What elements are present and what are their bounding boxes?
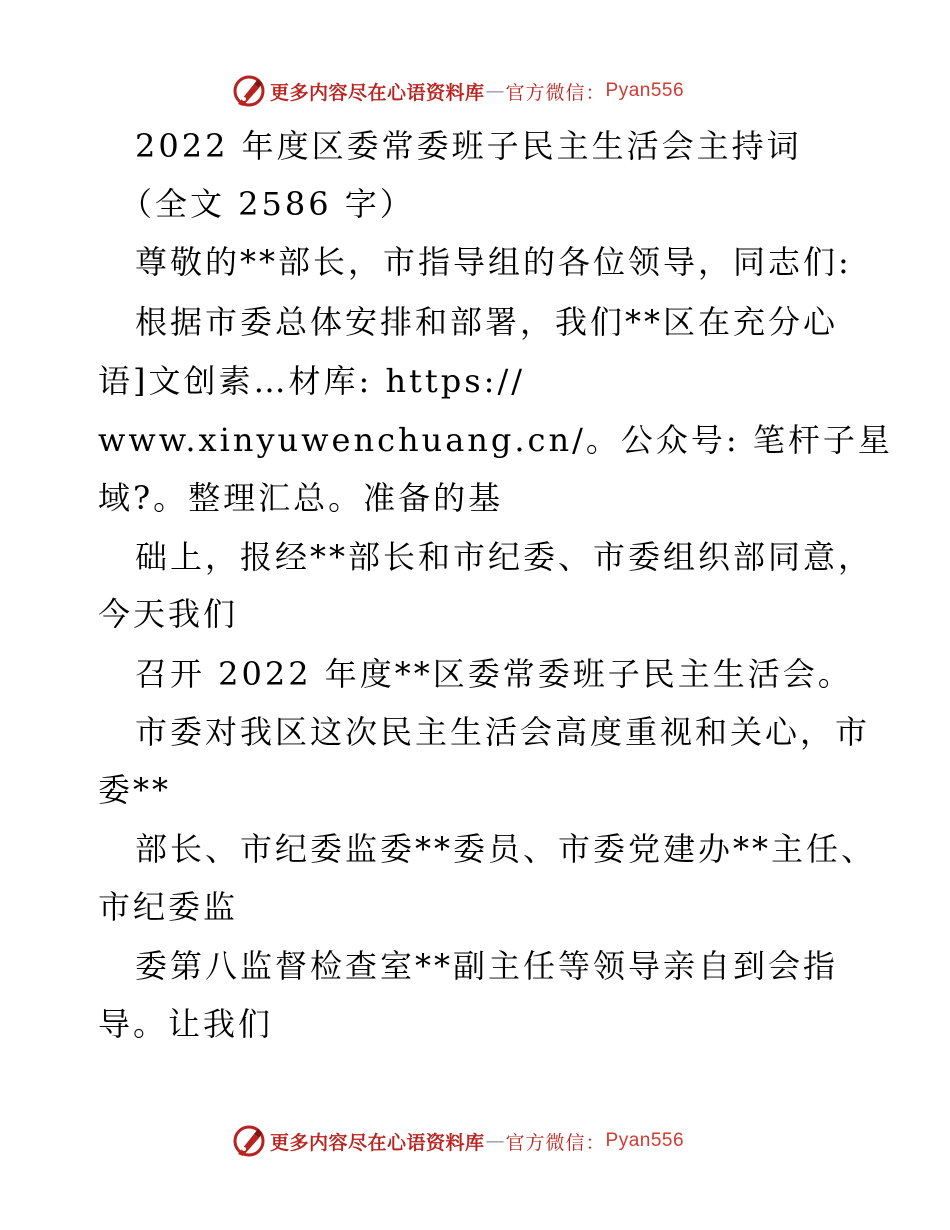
text-line: 市委对我区这次民主生活会高度重视和关心，市 [135,713,871,751]
document-title: 2022 年度区委常委班子民主生活会主持词 [135,127,802,165]
pen-logo-icon [232,1124,266,1158]
text-line: 根据市委总体安排和部署，我们**区在充分心 [135,303,839,341]
text-line: 导。让我们 [98,1005,274,1043]
text-line: 今天我们 [98,595,239,633]
watermark-dash: — [485,80,505,102]
watermark-dash: — [485,1130,505,1152]
text-line: 语]文创素…材库: https:// [98,362,526,400]
pen-logo-icon [232,74,266,108]
watermark-brand: 更多内容尽在心语资料库 [270,81,485,104]
watermark-account: Pyan556 [605,80,685,101]
text-line: 础上，报经**部长和市纪委、市委组织部同意， [135,538,874,576]
watermark-brand: 更多内容尽在心语资料库 [270,1131,485,1154]
watermark-channel: 官方微信： [505,1131,606,1154]
text-line: 域?。整理汇总。准备的基 [98,479,504,517]
header-watermark [232,74,684,108]
watermark-channel: 官方微信： [505,81,606,104]
text-line: www.xinyuwenchuang.cn/。公众号: 笔杆子星 [98,421,893,459]
document-subtitle: （全文 2586 字） [120,185,415,223]
watermark-account: Pyan556 [605,1130,685,1151]
text-line: 委第八监督检查室**副主任等领导亲自到会指 [135,947,839,985]
text-line: 尊敬的**部长，市指导组的各位领导，同志们: [135,243,852,281]
text-line: 市纪委监 [98,888,239,926]
text-line: 部长、市纪委监委**委员、市委党建办**主任、 [135,830,877,868]
text-line: 召开 2022 年度**区委常委班子民主生活会。 [135,655,853,693]
footer-watermark [232,1124,684,1158]
text-line: 委** [98,771,172,809]
